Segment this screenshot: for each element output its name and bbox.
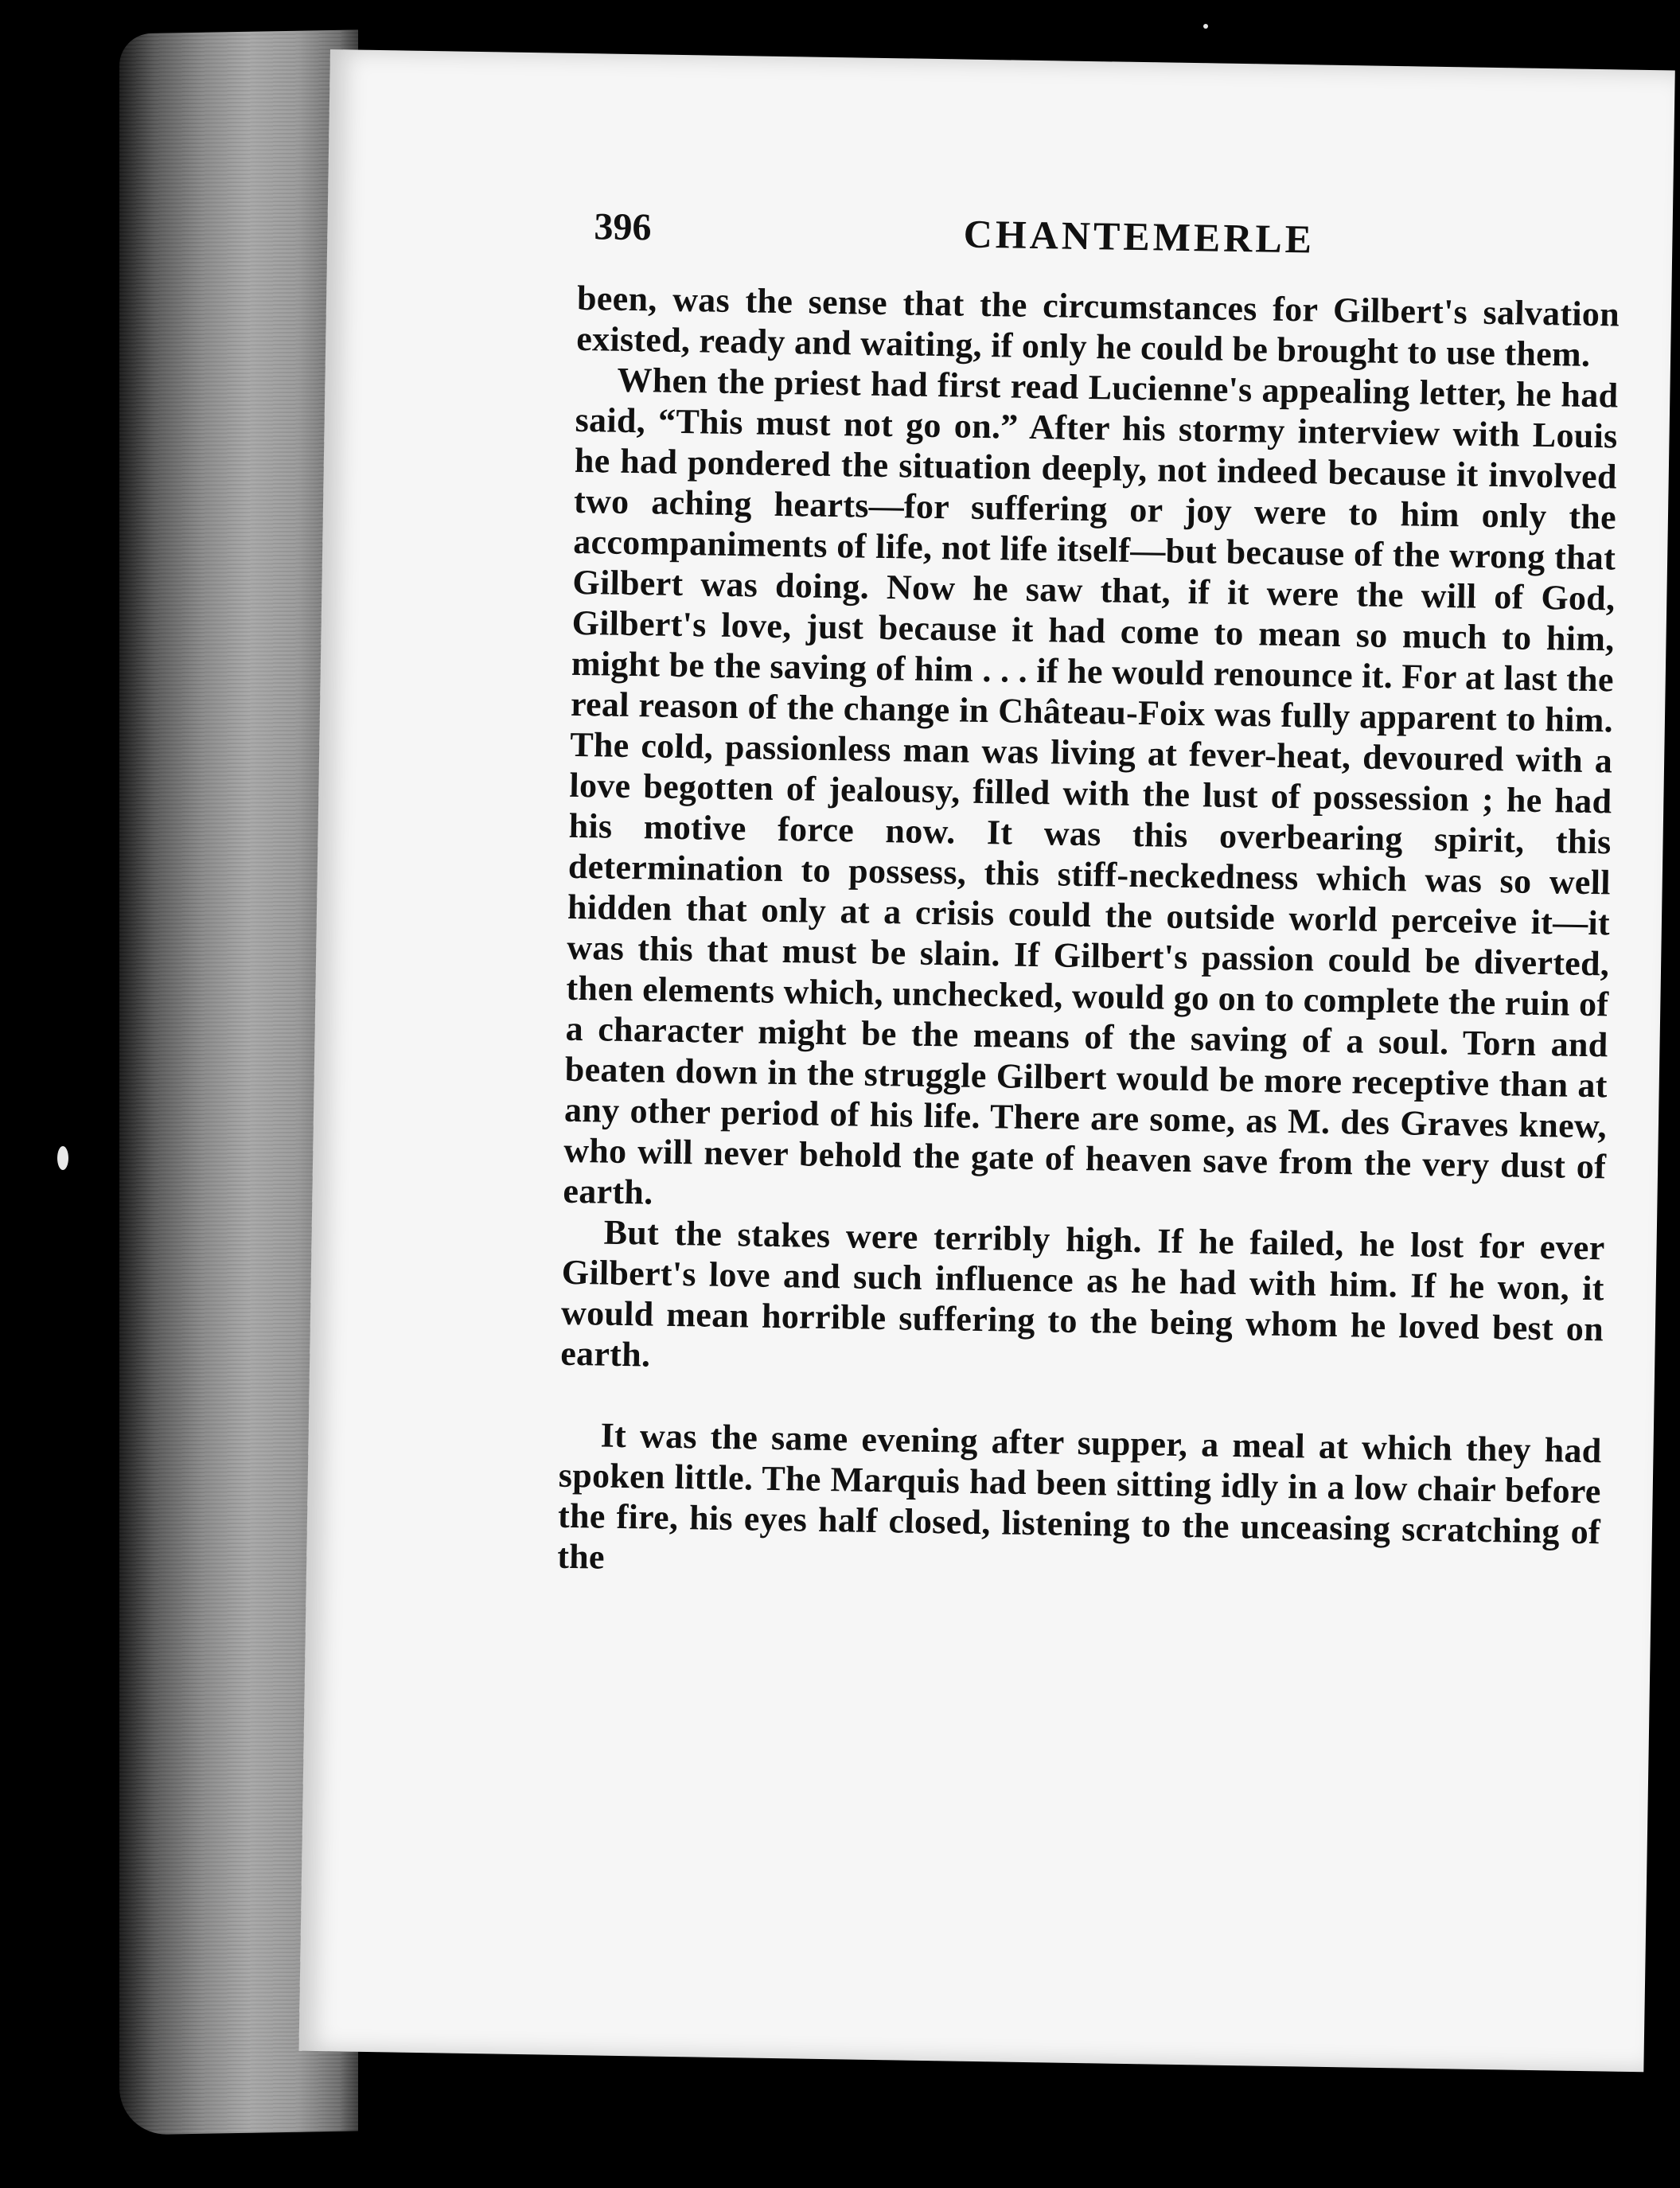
scan-speck	[1203, 24, 1208, 29]
paragraph-continuation: been, was the sense that the circumstances for Gilbert's salvation existed, ready and waiting, if only he could be brought to use them.	[575, 278, 1620, 374]
paragraph-new-section: It was the same evening after supper, a meal at which they had spoken little. The Marquis had been sitting idly in a low chair before the fire, his eyes half closed, listening to the unceasing scratching of the	[556, 1415, 1602, 1577]
page-header	[594, 205, 1637, 293]
page-number: 396	[594, 205, 652, 249]
scan-speck	[57, 1146, 68, 1170]
paragraph: When the priest had first read Lucienne's appealing letter, he had said, “This must not go on.” After his stormy interview with Louis he had pondered the situation deeply, not indeed because it involved two aching hearts—for suffering or joy were to him only the accompaniments of life, not life itself—but because of the wrong that Gilbert was doing. Now he saw that, if it were the will of God, Gilbert's love, just because it had come to mean so much to him, might be the saving of him . . . if he would renounce it. For at last the real reason of the change in Château-Foix was fully apparent to him. The cold, passionless man was living at fever-heat, devoured with a love begotten of jealousy, filled with the lust of possession ; he had his motive force now. It was this overbearing spirit, this determination to possess, this stiff-neckedness which was so well hidden that only at a crisis could the outside world perceive it—it was this that must be slain. If Gilbert's passion could be diverted, then elements which, unchecked, would go on to complete the ruin of a character might be the means of the saving of a soul. Torn and beaten down in the struggle Gilbert would be more receptive than at any other period of his life. There are some, as M. des Graves knew, who will never behold the gate of heaven save from the very dust of earth.	[563, 360, 1619, 1212]
paragraph: But the stakes were terribly high. If he failed, he lost for ever Gilbert's love and such influence as he had with him. If he won, it would mean horrible suffering to the being whom he loved best on earth.	[559, 1212, 1605, 1375]
book-page	[298, 49, 1674, 2072]
body-text	[557, 278, 1620, 1593]
running-title: CHANTEMERLE	[963, 211, 1316, 262]
